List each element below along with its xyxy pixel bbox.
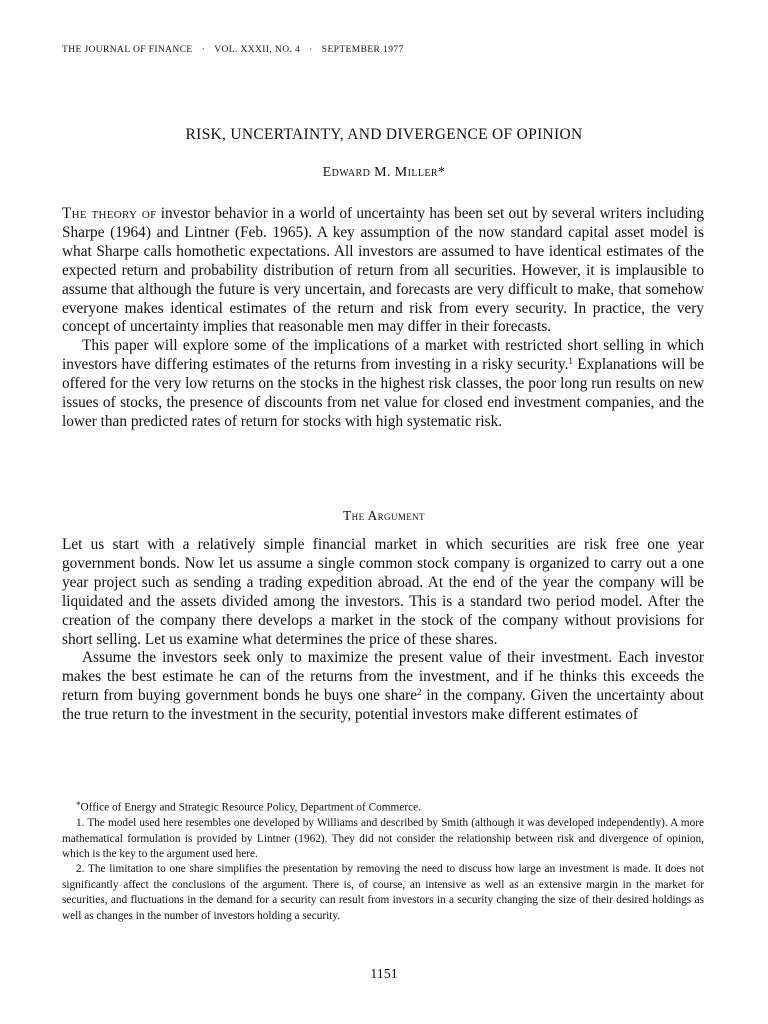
footnote-ref-1: 1 [568,356,573,367]
intro-paragraph-2-text-b: Explanations will be offered for the very low returns on the stocks in the highest risk classes, the poor long run results on new issues of stocks, the presence of discounts from net value for closed end investment companies, and the lower than predicted rates of return for stocks with high systematic risk. [62,356,704,430]
running-head-separator: · [201,45,206,55]
footnotes [62,798,704,924]
volume-info: VOL. XXXII, NO. 4 [214,45,301,55]
intro-paragraph-2-text-a: This paper will explore some of the implications of a market with restricted short selling in which investors have differing estimates of the returns from investing in a risky security. [62,337,704,374]
page-number: 1151 [370,967,398,982]
lead-in-caps: The theory of [62,205,157,222]
running-head [62,45,404,55]
article-title: RISK, UNCERTAINTY, AND DIVERGENCE OF OPINION [185,126,583,143]
footnote-ref-2: 2 [417,687,422,698]
intro-paragraph-1 [62,205,704,337]
footnote-star-mark: * [76,800,81,810]
intro-section [62,205,704,432]
argument-section [62,536,704,725]
footnote-affiliation-text: Office of Energy and Strategic Resource Policy, Department of Commerce. [80,801,421,814]
running-head-separator: · [309,45,313,55]
argument-paragraph-2-text-a: Assume the investors seek only to maximize the present value of their investment. Each investor makes the best estimate he can of the returns from the investment, and if he thinks this exceeds the return from buying government bonds he buys one share [62,649,704,705]
intro-paragraph-1-text: investor behavior in a world of uncertainty has been set out by several writers including Sharpe (1964) and Lintner (Feb. 1965). A key assumption of the now standard capital asset model is what Sharpe calls homothetic expectations. All investors are assumed to have identical estimates of the expected return and probability distribution of return from all securities. However, it is implausible to assume that although the future is very uncertain, and forecasts are very difficult to make, that somehow everyone makes identical estimates of the return and risk from every security. In practice, the very concept of uncertainty implies that reasonable men may differ in their forecasts. [62,205,704,336]
argument-paragraph-2 [62,649,704,725]
issue-date: SEPTEMBER 1977 [321,45,404,55]
article-author: Edward M. Miller* [322,165,446,180]
journal-name: THE JOURNAL OF FINANCE [62,45,193,55]
argument-paragraph-1: Let us start with a relatively simple financial market in which securities are risk free one year government bonds. Now let us assume a single common stock company is organized to carry out a one year project such as sending a trading expedition abroad. At the end of the year the company will be liquidated and the assets divided among the investors. This is a standard two period model. After the creation of the company there develops a market in the stock of the company without provisions for short selling. Let us examine what determines the price of these shares. [62,536,704,648]
intro-paragraph-2 [62,337,704,432]
argument-paragraph-2-text-b: in the company. Given the uncertainty about the true return to the investment in the security, potential investors make different estimates of [62,687,705,724]
footnote-2: 2. The limitation to one share simplifies the presentation by removing the need to discuss how large an investment is made. It does not significantly affect the conclusions of the argument. There is, of course, an intensive as well as an extensive margin in the market for securities, and fluctuations in the demand for a security can result from investors in a security changing the size of their desired holdings as well as changes in the number of investors holding a security. [62,863,704,922]
footnote-1: 1. The model used here resembles one developed by Williams and described by Smith (although it was developed independently). A more mathematical formulation is provided by Lintner (1962). They did not consider the relationship between risk and divergence of opinion, which is the key to the argument used here. [62,817,704,860]
footnote-affiliation [62,798,704,816]
section-heading: The Argument [343,508,425,523]
